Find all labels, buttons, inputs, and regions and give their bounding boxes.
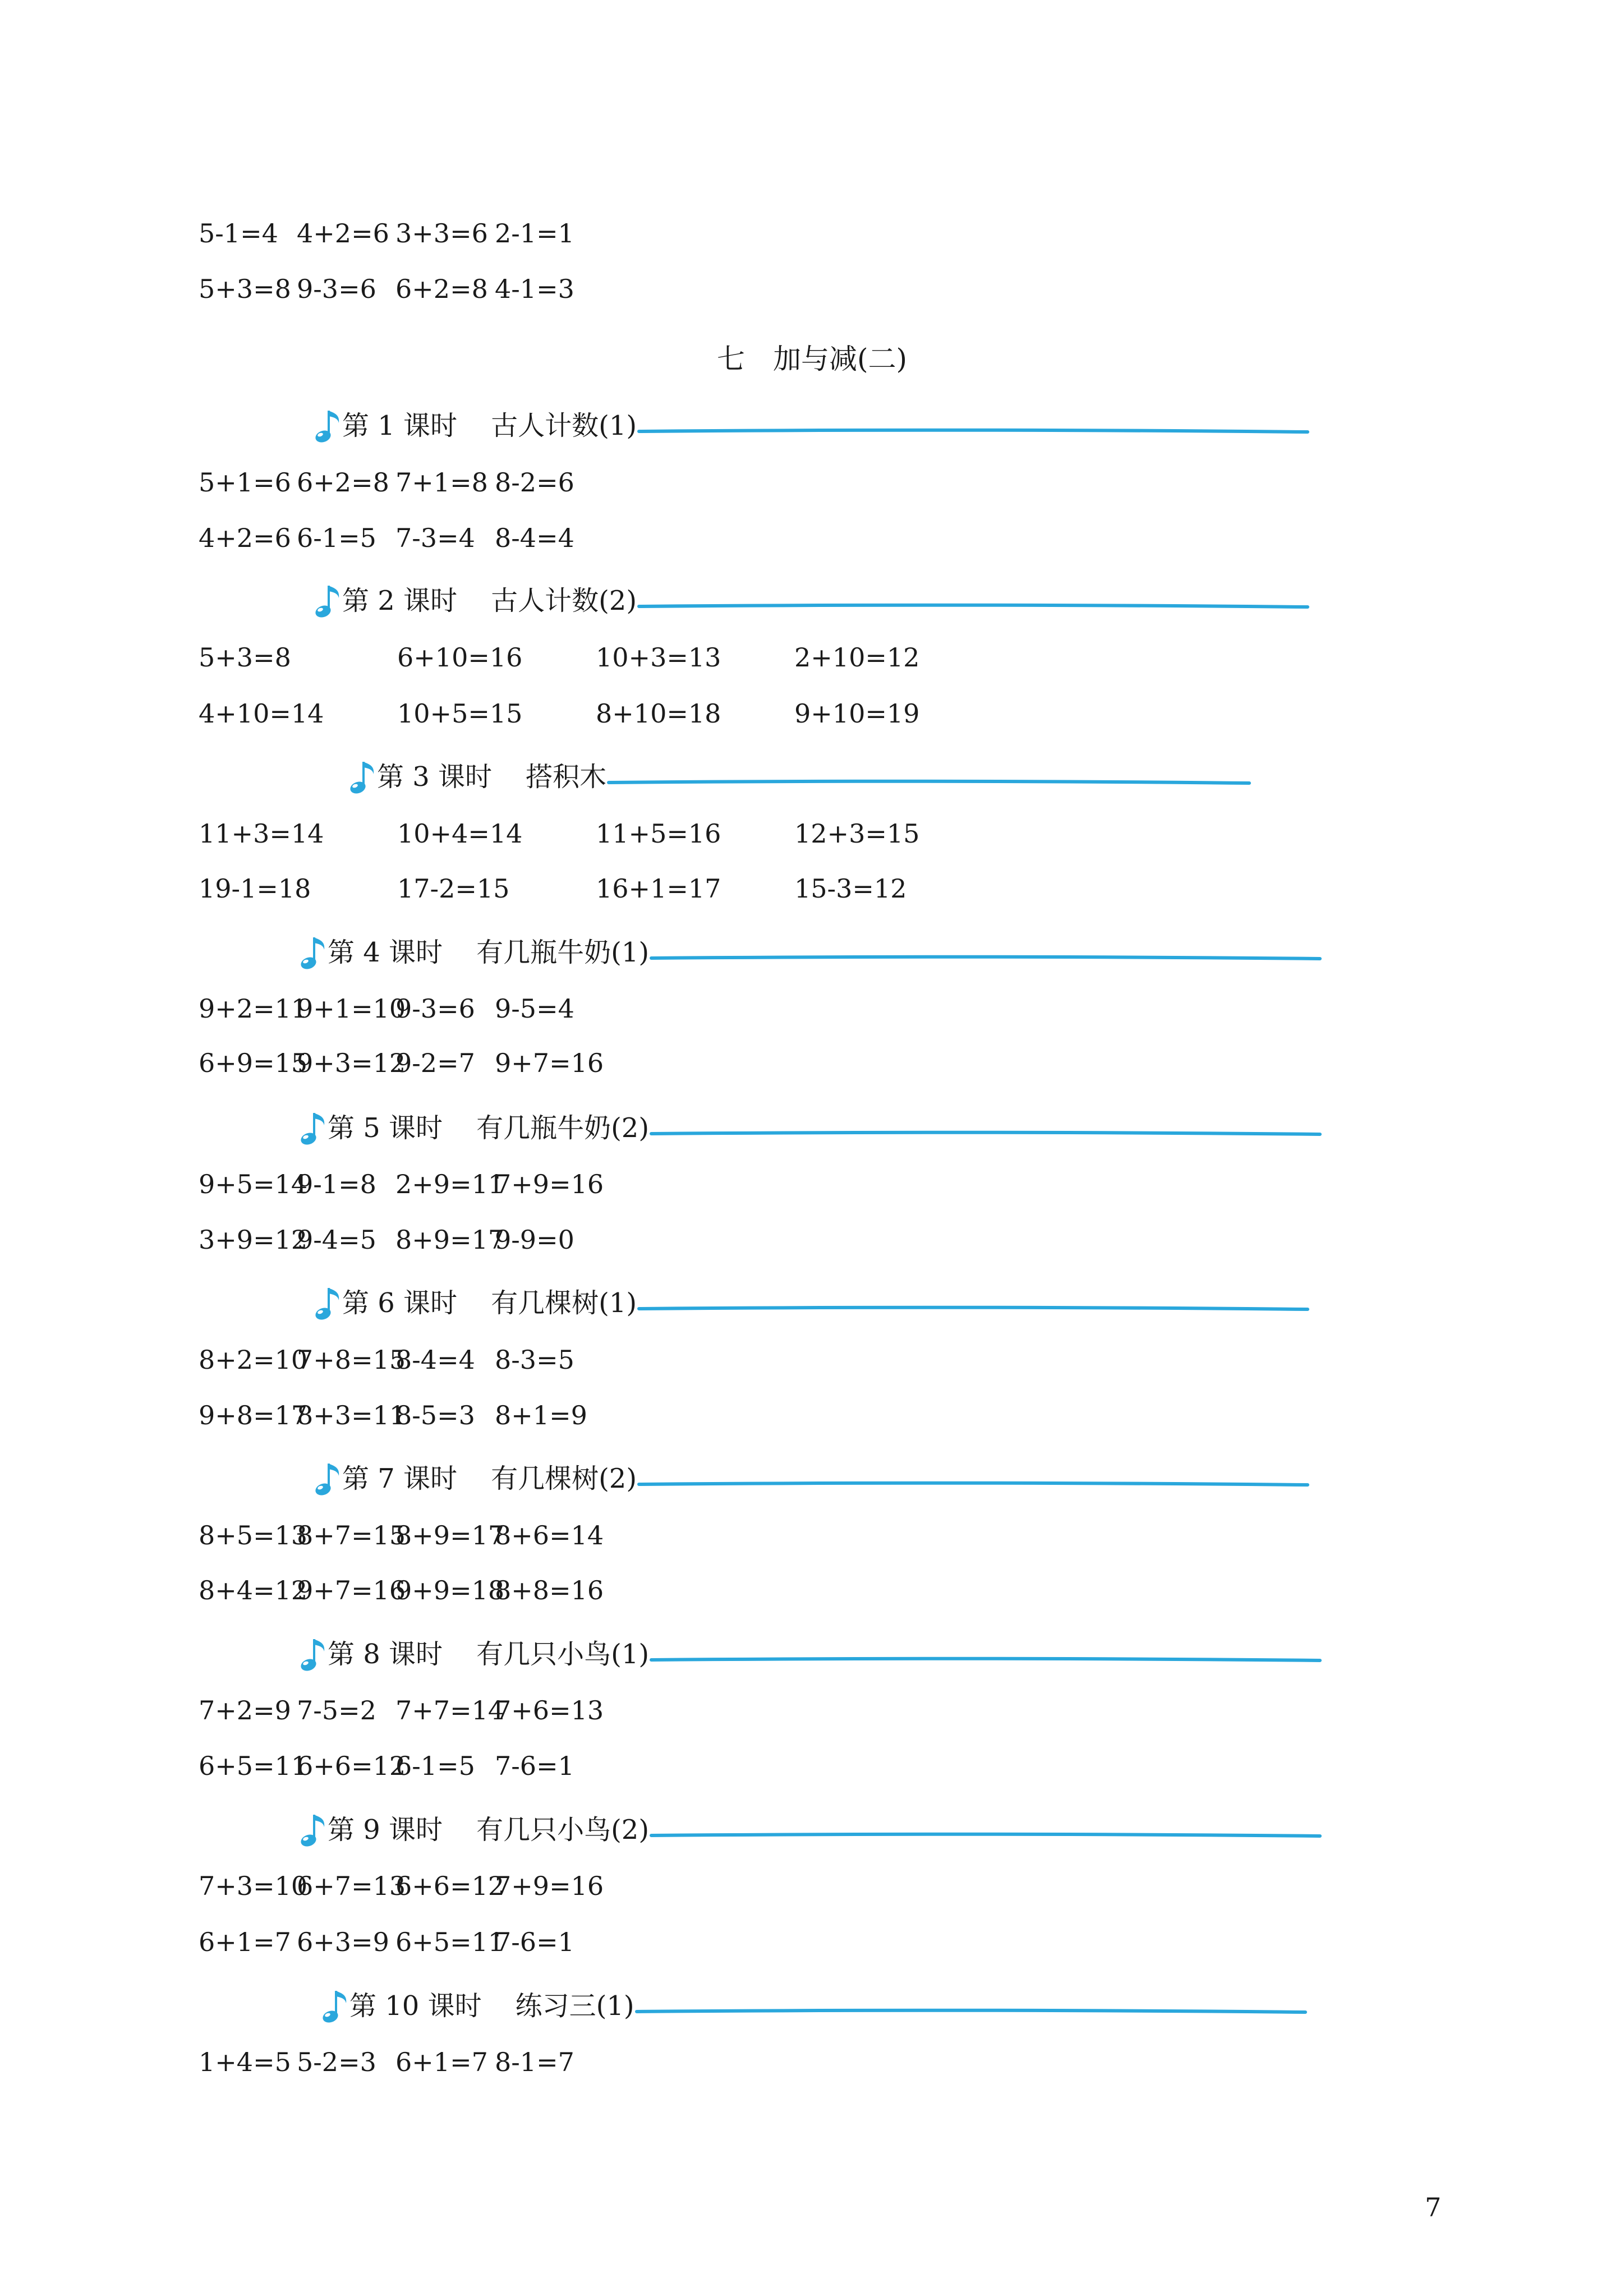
equation: 15-3=12 [794, 873, 907, 904]
equation: 7+2=9 [199, 1695, 291, 1726]
equation: 7-6=1 [495, 1751, 574, 1781]
equation: 6+5=11 [199, 1751, 308, 1781]
equation: 6+6=12 [297, 1751, 406, 1781]
equation: 6-1=5 [297, 523, 376, 553]
equation: 11+3=14 [199, 818, 324, 849]
lesson-topic: 有几只小鸟(1) [476, 1639, 650, 1670]
equation: 6+7=13 [297, 1871, 406, 1901]
equation: 5+1=6 [199, 467, 291, 498]
equation: 8+9=17 [395, 1225, 505, 1255]
lesson-heading [309, 406, 1310, 445]
lesson-topic: 搭积木 [526, 761, 607, 793]
equation: 19-1=18 [199, 873, 311, 904]
equation: 9-4=5 [297, 1225, 376, 1255]
lesson-heading [309, 1283, 1310, 1323]
equation: 6+10=16 [397, 642, 523, 673]
lesson-heading [294, 1108, 1322, 1148]
lesson-topic: 有几棵树(1) [491, 1287, 637, 1319]
equation: 8-3=5 [495, 1345, 574, 1375]
equation: 4-1=3 [495, 274, 574, 304]
equation: 9+3=12 [297, 1048, 406, 1078]
heading-underline [637, 1283, 1310, 1323]
music-note-icon [294, 933, 328, 972]
heading-underline [606, 757, 1252, 797]
lesson-heading [343, 757, 1252, 797]
equation: 9-5=4 [495, 993, 574, 1024]
lesson-number: 第 3 课时 [377, 761, 493, 793]
equation: 6+6=12 [395, 1871, 505, 1901]
music-note-icon [294, 1108, 328, 1148]
equation: 9+9=18 [395, 1575, 505, 1605]
lesson-number: 第 4 课时 [328, 937, 443, 968]
equation: 2-1=1 [495, 218, 574, 249]
equation: 9+10=19 [794, 698, 920, 729]
lesson-heading [294, 1810, 1322, 1849]
equation: 9+1=10 [297, 993, 406, 1024]
equation: 7+3=10 [199, 1871, 308, 1901]
equation: 10+5=15 [397, 698, 523, 729]
equation: 7+8=15 [297, 1345, 406, 1375]
lesson-number: 第 1 课时 [342, 410, 458, 441]
music-note-icon [294, 1810, 328, 1849]
equation: 2+10=12 [794, 642, 920, 673]
equation: 8+8=16 [495, 1575, 604, 1605]
music-note-icon [343, 757, 377, 797]
equation: 6+3=9 [297, 1927, 389, 1957]
equation: 9-2=7 [395, 1048, 475, 1078]
equation: 8+7=15 [297, 1520, 406, 1550]
equation: 12+3=15 [794, 818, 920, 849]
lesson-topic: 有几瓶牛奶(1) [476, 937, 650, 968]
music-note-icon [309, 1459, 342, 1498]
lesson-topic: 有几瓶牛奶(2) [476, 1112, 650, 1144]
equation: 9-3=6 [297, 274, 376, 304]
lesson-topic: 练习三(1) [515, 1990, 634, 2022]
equation: 7+9=16 [495, 1169, 604, 1199]
lesson-heading [316, 1986, 1308, 2026]
lesson-number: 第 8 课时 [328, 1639, 443, 1670]
lesson-number: 第 2 课时 [342, 585, 458, 616]
equation: 8+2=10 [199, 1345, 308, 1375]
equation: 7-3=4 [395, 523, 475, 553]
equation: 9+8=17 [199, 1400, 308, 1430]
equation: 6+2=8 [395, 274, 488, 304]
page-number: 7 [1425, 2192, 1442, 2223]
lesson-topic: 有几只小鸟(2) [476, 1814, 650, 1846]
equation: 7+1=8 [395, 467, 488, 498]
equation: 5+3=8 [199, 642, 291, 673]
equation: 9+2=11 [199, 993, 308, 1024]
equation: 6+1=7 [199, 1927, 291, 1957]
heading-underline [649, 1810, 1322, 1849]
lesson-number: 第 5 课时 [328, 1112, 443, 1144]
lesson-heading [294, 1635, 1322, 1674]
equation: 6+2=8 [297, 467, 389, 498]
equation: 3+9=12 [199, 1225, 308, 1255]
lesson-topic: 古人计数(2) [491, 585, 637, 616]
equation: 8+9=17 [395, 1520, 505, 1550]
lesson-number: 第 7 课时 [342, 1463, 458, 1494]
lesson-heading [309, 581, 1310, 620]
equation: 7+7=14 [395, 1695, 505, 1726]
heading-underline [634, 1986, 1308, 2026]
heading-underline [649, 933, 1322, 972]
equation: 4+2=6 [199, 523, 291, 553]
equation: 5+3=8 [199, 274, 291, 304]
equation: 8-1=7 [495, 2047, 574, 2077]
equation: 9+7=16 [495, 1048, 604, 1078]
equation: 8-5=3 [395, 1400, 475, 1430]
equation: 8-2=6 [495, 467, 574, 498]
lesson-number: 第 9 课时 [328, 1814, 443, 1846]
heading-underline [649, 1108, 1322, 1148]
equation: 9-3=6 [395, 993, 475, 1024]
equation: 6-1=5 [395, 1751, 475, 1781]
lesson-topic: 有几棵树(2) [491, 1463, 637, 1494]
section-title: 七 加与减(二) [716, 343, 907, 375]
equation: 9+5=14 [199, 1169, 308, 1199]
equation: 2+9=11 [395, 1169, 505, 1199]
equation: 8+10=18 [596, 698, 721, 729]
equation: 3+3=6 [395, 218, 488, 249]
equation: 11+5=16 [596, 818, 721, 849]
equation: 6+1=7 [395, 2047, 488, 2077]
music-note-icon [309, 581, 342, 620]
equation: 7-5=2 [297, 1695, 376, 1726]
equation: 8-4=4 [495, 523, 574, 553]
equation: 4+10=14 [199, 698, 324, 729]
music-note-icon [309, 406, 342, 445]
equation: 9-9=0 [495, 1225, 574, 1255]
equation: 16+1=17 [596, 873, 721, 904]
equation: 10+4=14 [397, 818, 523, 849]
equation: 9+7=16 [297, 1575, 406, 1605]
lesson-heading [309, 1459, 1310, 1498]
equation: 1+4=5 [199, 2047, 291, 2077]
music-note-icon [316, 1986, 349, 2026]
equation: 9-1=8 [297, 1169, 376, 1199]
equation: 5-1=4 [199, 218, 278, 249]
music-note-icon [309, 1283, 342, 1323]
equation: 8+5=13 [199, 1520, 308, 1550]
lesson-topic: 古人计数(1) [491, 410, 637, 441]
equation: 6+5=11 [395, 1927, 505, 1957]
lesson-number: 第 6 课时 [342, 1287, 458, 1319]
music-note-icon [294, 1635, 328, 1674]
equation: 7+6=13 [495, 1695, 604, 1726]
equation: 6+9=15 [199, 1048, 308, 1078]
lesson-number: 第 10 课时 [349, 1990, 482, 2022]
equation: 8+6=14 [495, 1520, 604, 1550]
equation: 5-2=3 [297, 2047, 376, 2077]
equation: 17-2=15 [397, 873, 510, 904]
equation: 4+2=6 [297, 218, 389, 249]
equation: 7-6=1 [495, 1927, 574, 1957]
equation: 8-4=4 [395, 1345, 475, 1375]
equation: 8+3=11 [297, 1400, 406, 1430]
lesson-heading [294, 933, 1322, 972]
equation: 8+1=9 [495, 1400, 587, 1430]
heading-underline [637, 581, 1310, 620]
heading-underline [637, 1459, 1310, 1498]
heading-underline [637, 406, 1310, 445]
equation: 8+4=12 [199, 1575, 308, 1605]
equation: 10+3=13 [596, 642, 721, 673]
heading-underline [649, 1635, 1322, 1674]
equation: 7+9=16 [495, 1871, 604, 1901]
